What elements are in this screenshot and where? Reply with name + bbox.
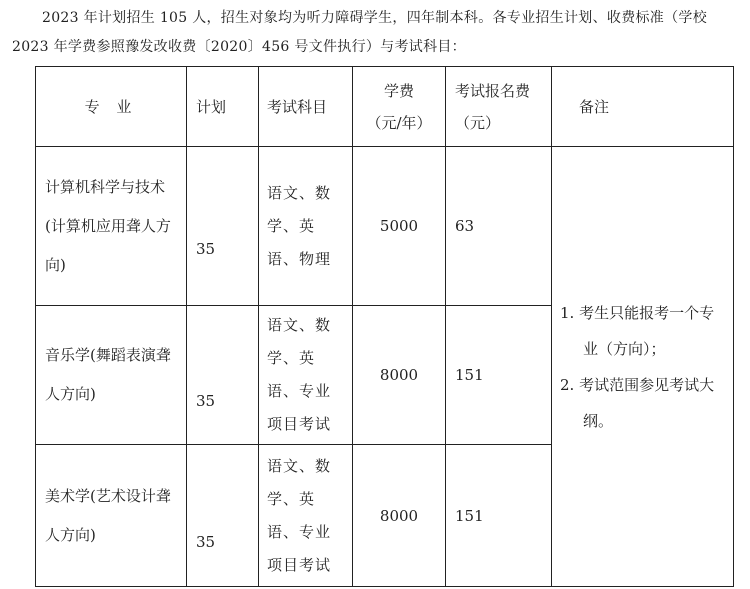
cell-plan xyxy=(187,147,259,306)
cell-exam-fee: 151 xyxy=(446,306,552,445)
header-tuition-line2: （元/年） xyxy=(366,113,432,132)
cell-subjects: 语文、数学、英语、专业项目考试 xyxy=(259,306,353,445)
header-subjects: 考试科目 xyxy=(259,67,353,147)
cell-subjects: 语文、数学、英语、物理 xyxy=(259,147,353,306)
cell-plan xyxy=(187,445,259,587)
header-major: 专 业 xyxy=(36,67,187,147)
note-item-1: 1. 考生只能报考一个专业（方向）； xyxy=(560,303,715,358)
enrollment-plan-table xyxy=(35,66,734,587)
note-item-2: 2. 考试范围参见考试大纲。 xyxy=(560,375,715,430)
cell-plan xyxy=(187,306,259,445)
cell-major: 美术学(艺术设计聋人方向) xyxy=(36,445,187,587)
cell-plan-value: 35 xyxy=(196,392,216,410)
cell-major: 音乐学(舞蹈表演聋人方向) xyxy=(36,306,187,445)
table-header-row xyxy=(36,67,734,147)
header-plan: 计划 xyxy=(187,67,259,147)
cell-major: 计算机科学与技术(计算机应用聋人方向) xyxy=(36,147,187,306)
table-row xyxy=(36,147,734,306)
cell-tuition: 8000 xyxy=(353,445,446,587)
header-tuition xyxy=(353,67,446,147)
cell-notes xyxy=(552,147,734,587)
cell-exam-fee: 63 xyxy=(446,147,552,306)
header-exam-fee xyxy=(446,67,552,147)
cell-tuition: 5000 xyxy=(353,147,446,306)
cell-plan-value: 35 xyxy=(196,532,216,551)
cell-subjects: 语文、数学、英语、专业项目考试 xyxy=(259,445,353,587)
intro-paragraph: 2023 年计划招生 105 人，招生对象均为听力障碍学生，四年制本科。各专业招生计划、收费标准（学校 2023 年学费参照豫发改收费〔2020〕456 号文件执行）与考试科目： xyxy=(12,10,707,55)
header-exam-fee-line1: 考试报名费 xyxy=(455,81,531,100)
header-exam-fee-line2: （元） xyxy=(455,113,501,132)
header-tuition-line1: 学费 xyxy=(383,81,414,100)
header-notes: 备注 xyxy=(552,67,734,147)
cell-exam-fee: 151 xyxy=(446,445,552,587)
cell-tuition: 8000 xyxy=(353,306,446,445)
cell-plan-value: 35 xyxy=(196,239,216,258)
